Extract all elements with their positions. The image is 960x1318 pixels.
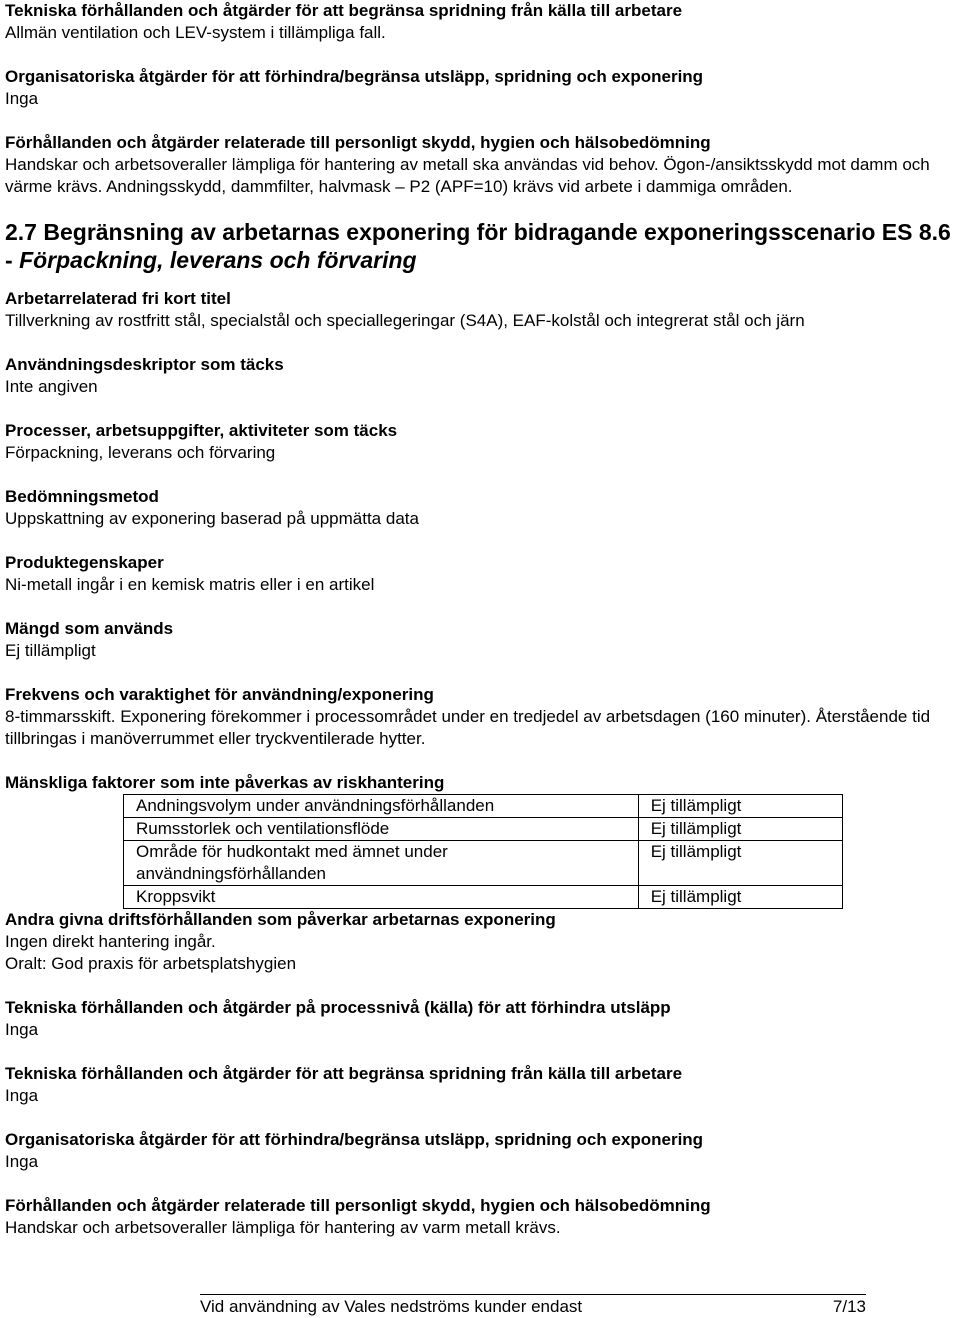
block-heading: Bedömningsmetod [5, 487, 159, 506]
value-cell: Ej tillämpligt [638, 841, 842, 886]
footer-text: Vid användning av Vales nedströms kunder endast [200, 1297, 583, 1316]
block-text: Inga [5, 1152, 39, 1171]
block-heading: Arbetarrelaterad fri kort titel [5, 289, 231, 308]
factor-cell: Rumsstorlek och ventilationsflöde [124, 818, 639, 841]
section-title-sub: Förpackning, leverans och förvaring [19, 247, 417, 273]
block-heading: Frekvens och varaktighet för användning/exponering [5, 685, 434, 704]
heading-personal-protection: Förhållanden och åtgärder relaterade till personligt skydd, hygien och hälsobedömning [5, 133, 711, 152]
document-page [5, 0, 955, 1239]
factor-cell: Andningsvolym under användningsförhållanden [124, 795, 639, 818]
section-title [5, 218, 955, 274]
other-conditions-heading: Andra givna driftsförhållanden som påverkar arbetarnas exponering [5, 910, 556, 929]
block-text: Förpackning, leverans och förvaring [5, 443, 276, 462]
block-text: Inga [5, 1020, 39, 1039]
value-cell: Ej tillämpligt [638, 886, 842, 909]
factor-cell: Kroppsvikt [124, 886, 639, 909]
value-cell: Ej tillämpligt [638, 818, 842, 841]
factor-cell: Område för hudkontakt med ämnet under användningsförhållanden [124, 841, 639, 886]
block-text: Tillverkning av rostfritt stål, specialstål och speciallegeringar (S4A), EAF-kolstål och integrerat stål och järn [5, 311, 805, 330]
block-heading: Mängd som används [5, 619, 174, 638]
other-conditions-line: Oralt: God praxis för arbetsplatshygien [5, 954, 297, 973]
block-heading: Förhållanden och åtgärder relaterade till personligt skydd, hygien och hälsobedömning [5, 1196, 711, 1215]
table-row [124, 818, 843, 841]
block-heading: Produktegenskaper [5, 553, 164, 572]
table-row [124, 886, 843, 909]
human-factors-heading: Mänskliga faktorer som inte påverkas av riskhantering [5, 773, 445, 792]
block-heading: Tekniska förhållanden och åtgärder på processnivå (källa) för att förhindra utsläpp [5, 998, 671, 1017]
block-text: Ni-metall ingår i en kemisk matris eller i en artikel [5, 575, 375, 594]
block-text: Ej tillämpligt [5, 641, 96, 660]
text-personal-protection: Handskar och arbetsoveraller lämpliga för hantering av metall ska användas vid behov. Ögon-/ansiktsskydd mot damm och värme krävs. Andningsskydd, dammfilter, halvmask – P2 (APF=10) krävs vid arbete i dammiga områden. [5, 155, 930, 196]
heading-technical-spread: Tekniska förhållanden och åtgärder för att begränsa spridning från källa till arbetare [5, 1, 683, 20]
block-heading: Användningsdeskriptor som täcks [5, 355, 284, 374]
text-organisational: Inga [5, 89, 39, 108]
block-text: Handskar och arbetsoveraller lämpliga för hantering av varm metall krävs. [5, 1218, 561, 1237]
block-heading: Tekniska förhållanden och åtgärder för att begränsa spridning från källa till arbetare [5, 1064, 683, 1083]
table-row [124, 795, 843, 818]
other-conditions-line: Ingen direkt hantering ingår. [5, 932, 216, 951]
value-cell: Ej tillämpligt [638, 795, 842, 818]
block-text: Inte angiven [5, 377, 98, 396]
block-text: Uppskattning av exponering baserad på uppmätta data [5, 509, 419, 528]
text-technical-spread: Allmän ventilation och LEV-system i tillämpliga fall. [5, 23, 386, 42]
heading-organisational: Organisatoriska åtgärder för att förhindra/begränsa utsläpp, spridning och exponering [5, 67, 704, 86]
human-factors-table [123, 794, 843, 909]
table-row [124, 841, 843, 886]
block-text: Inga [5, 1086, 39, 1105]
block-heading: Processer, arbetsuppgifter, aktiviteter som täcks [5, 421, 398, 440]
page-footer [200, 1294, 866, 1318]
page-number: 7/13 [832, 1297, 866, 1316]
block-text: 8-timmarsskift. Exponering förekommer i processområdet under en tredjedel av arbetsdagen (160 minuter). Återstående tid tillbringas i manöverrummet eller tryckventilerade hytter. [5, 707, 931, 748]
block-heading: Organisatoriska åtgärder för att förhindra/begränsa utsläpp, spridning och exponering [5, 1130, 704, 1149]
section-title-main: 2.7 Begränsning av arbetarnas exponering för bidragande exponeringsscenario ES 8.6 - [5, 219, 951, 273]
